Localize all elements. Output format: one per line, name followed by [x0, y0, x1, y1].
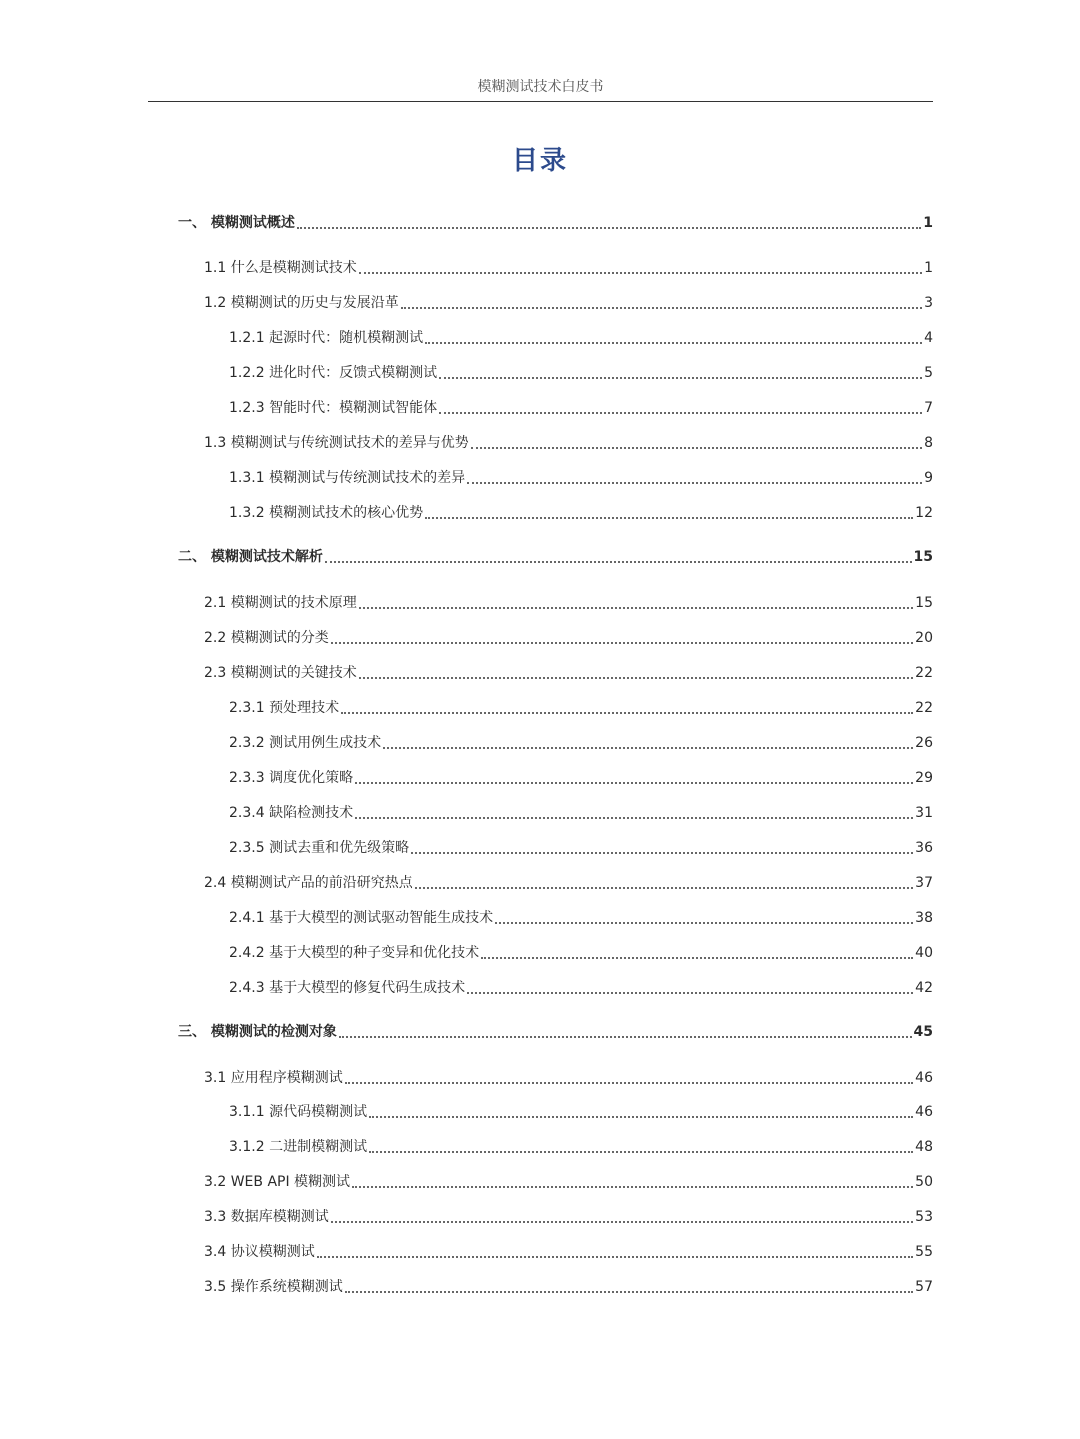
toc-dot-leader — [359, 607, 913, 609]
toc-entry-page: 29 — [915, 770, 933, 786]
toc-entry-page: 45 — [913, 1024, 933, 1040]
toc-dot-leader — [369, 1116, 913, 1118]
toc-dot-leader — [439, 412, 922, 414]
toc-entry-label: 1.2 模糊测试的历史与发展沿革 — [204, 295, 399, 311]
toc-entry[interactable] — [229, 359, 933, 383]
toc-entry-page: 22 — [915, 700, 933, 716]
toc-entry-label: 2.3.4 缺陷检测技术 — [229, 805, 354, 821]
toc-entry-page: 48 — [915, 1139, 933, 1155]
toc-entry[interactable] — [229, 939, 933, 963]
toc-entry[interactable] — [178, 1018, 933, 1042]
toc-entry[interactable] — [229, 464, 933, 488]
toc-dot-leader — [345, 1082, 913, 1084]
toc-entry-label: 2.2 模糊测试的分类 — [204, 630, 329, 646]
toc-entry-page: 46 — [915, 1104, 933, 1120]
toc-entry-label: 1.2.3 智能时代：模糊测试智能体 — [229, 400, 438, 416]
toc-dot-leader — [355, 782, 913, 784]
toc-entry-page: 3 — [924, 295, 933, 311]
toc-entry-label: 2.3.5 测试去重和优先级策略 — [229, 840, 410, 856]
toc-dot-leader — [369, 1151, 913, 1153]
toc-entry-label: 2.3.1 预处理技术 — [229, 700, 340, 716]
toc-entry-label: 一、 模糊测试概述 — [178, 215, 295, 231]
toc-entry[interactable] — [229, 799, 933, 823]
toc-entry[interactable] — [229, 694, 933, 718]
toc-entry-page: 46 — [915, 1070, 933, 1086]
toc-dot-leader — [359, 272, 922, 274]
toc-entry[interactable] — [204, 254, 933, 278]
toc-entry[interactable] — [229, 394, 933, 418]
toc-dot-leader — [495, 922, 913, 924]
toc-entry-page: 57 — [915, 1279, 933, 1295]
toc-dot-leader — [383, 747, 913, 749]
toc-dot-leader — [352, 1186, 913, 1188]
toc-entry[interactable] — [204, 1238, 933, 1262]
toc-dot-leader — [415, 887, 913, 889]
toc-dot-leader — [467, 482, 922, 484]
toc-dot-leader — [425, 342, 922, 344]
toc-entry[interactable] — [178, 543, 933, 567]
toc-entry-page: 1 — [924, 260, 933, 276]
toc-entry-label: 2.4 模糊测试产品的前沿研究热点 — [204, 875, 413, 891]
toc-entry-page: 50 — [915, 1174, 933, 1190]
toc-entry-label: 三、 模糊测试的检测对象 — [178, 1024, 337, 1040]
toc-entry-label: 2.4.2 基于大模型的种子变异和优化技术 — [229, 945, 480, 961]
toc-entry-page: 1 — [923, 215, 933, 231]
toc-entry[interactable] — [229, 974, 933, 998]
toc-dot-leader — [439, 377, 922, 379]
toc-entry[interactable] — [204, 589, 933, 613]
toc-dot-leader — [411, 852, 913, 854]
toc-entry-label: 1.3.1 模糊测试与传统测试技术的差异 — [229, 470, 466, 486]
toc-entry-page: 55 — [915, 1244, 933, 1260]
toc-entry[interactable] — [204, 429, 933, 453]
toc-entry[interactable] — [204, 289, 933, 313]
toc-dot-leader — [325, 561, 912, 563]
toc-entry[interactable] — [229, 834, 933, 858]
toc-dot-leader — [481, 957, 913, 959]
toc-entry-page: 7 — [924, 400, 933, 416]
toc-entry[interactable] — [229, 499, 933, 523]
toc-dot-leader — [467, 992, 913, 994]
toc-entry-label: 2.1 模糊测试的技术原理 — [204, 595, 357, 611]
toc-entry-page: 40 — [915, 945, 933, 961]
toc-entry-page: 37 — [915, 875, 933, 891]
toc-entry-page: 15 — [915, 595, 933, 611]
toc-dot-leader — [401, 307, 922, 309]
toc-title: 目录 — [511, 146, 568, 176]
toc-entry[interactable] — [204, 659, 933, 683]
toc-dot-leader — [355, 817, 913, 819]
toc-entry-label: 2.3.3 调度优化策略 — [229, 770, 354, 786]
toc-entry-page: 5 — [924, 365, 933, 381]
toc-dot-leader — [317, 1256, 913, 1258]
toc-entry-page: 42 — [915, 980, 933, 996]
toc-entry[interactable] — [204, 1064, 933, 1088]
toc-entry-page: 20 — [915, 630, 933, 646]
toc-entry-label: 1.2.1 起源时代：随机模糊测试 — [229, 330, 424, 346]
toc-entry[interactable] — [178, 209, 933, 233]
toc-entry-label: 3.4 协议模糊测试 — [204, 1244, 315, 1260]
toc-entry[interactable] — [229, 729, 933, 753]
toc-entry-page: 9 — [924, 470, 933, 486]
toc-dot-leader — [425, 517, 913, 519]
toc-entry-label: 2.3 模糊测试的关键技术 — [204, 665, 357, 681]
toc-entry[interactable] — [229, 1133, 933, 1157]
toc-entry-label: 3.1.2 二进制模糊测试 — [229, 1139, 368, 1155]
toc-entry-label: 2.4.3 基于大模型的修复代码生成技术 — [229, 980, 466, 996]
toc-dot-leader — [471, 447, 922, 449]
toc-entry[interactable] — [204, 1273, 933, 1297]
toc-entry[interactable] — [204, 624, 933, 648]
toc-entry-page: 22 — [915, 665, 933, 681]
toc-entry[interactable] — [204, 1203, 933, 1227]
toc-dot-leader — [339, 1036, 912, 1038]
toc-dot-leader — [297, 227, 921, 229]
toc-dot-leader — [331, 1221, 913, 1223]
toc-entry-page: 8 — [924, 435, 933, 451]
toc-entry-label: 1.1 什么是模糊测试技术 — [204, 260, 357, 276]
toc-entry[interactable] — [229, 764, 933, 788]
toc-entry-label: 二、 模糊测试技术解析 — [178, 549, 323, 565]
toc-dot-leader — [341, 712, 913, 714]
toc-entry-page: 36 — [915, 840, 933, 856]
toc-entry[interactable] — [229, 904, 933, 928]
toc-entry-page: 53 — [915, 1209, 933, 1225]
toc-entry-page: 38 — [915, 910, 933, 926]
toc-entry[interactable] — [204, 1168, 933, 1192]
toc-entry-label: 3.2 WEB API 模糊测试 — [204, 1174, 351, 1190]
toc-entry-label: 3.5 操作系统模糊测试 — [204, 1279, 343, 1295]
toc-entry-page: 4 — [924, 330, 933, 346]
toc-dot-leader — [359, 677, 913, 679]
toc-entry[interactable] — [229, 1098, 933, 1122]
toc-entry-label: 2.4.1 基于大模型的测试驱动智能生成技术 — [229, 910, 494, 926]
toc-entry-label: 1.3.2 模糊测试技术的核心优势 — [229, 505, 424, 521]
toc-dot-leader — [331, 642, 913, 644]
toc-entry-page: 12 — [915, 505, 933, 521]
toc-dot-leader — [345, 1291, 913, 1293]
running-header: 模糊测试技术白皮书 — [477, 79, 604, 95]
toc-entry-page: 26 — [915, 735, 933, 751]
toc-entry-label: 1.2.2 进化时代：反馈式模糊测试 — [229, 365, 438, 381]
toc-entry-label: 1.3 模糊测试与传统测试技术的差异与优势 — [204, 435, 469, 451]
toc-entry-label: 3.1.1 源代码模糊测试 — [229, 1104, 368, 1120]
toc-entry-page: 15 — [913, 549, 933, 565]
toc-entry-page: 31 — [915, 805, 933, 821]
toc-entry[interactable] — [204, 869, 933, 893]
toc-entry-label: 3.3 数据库模糊测试 — [204, 1209, 329, 1225]
toc-entry-label: 2.3.2 测试用例生成技术 — [229, 735, 382, 751]
toc-entry[interactable] — [229, 324, 933, 348]
toc-entry-label: 3.1 应用程序模糊测试 — [204, 1070, 343, 1086]
